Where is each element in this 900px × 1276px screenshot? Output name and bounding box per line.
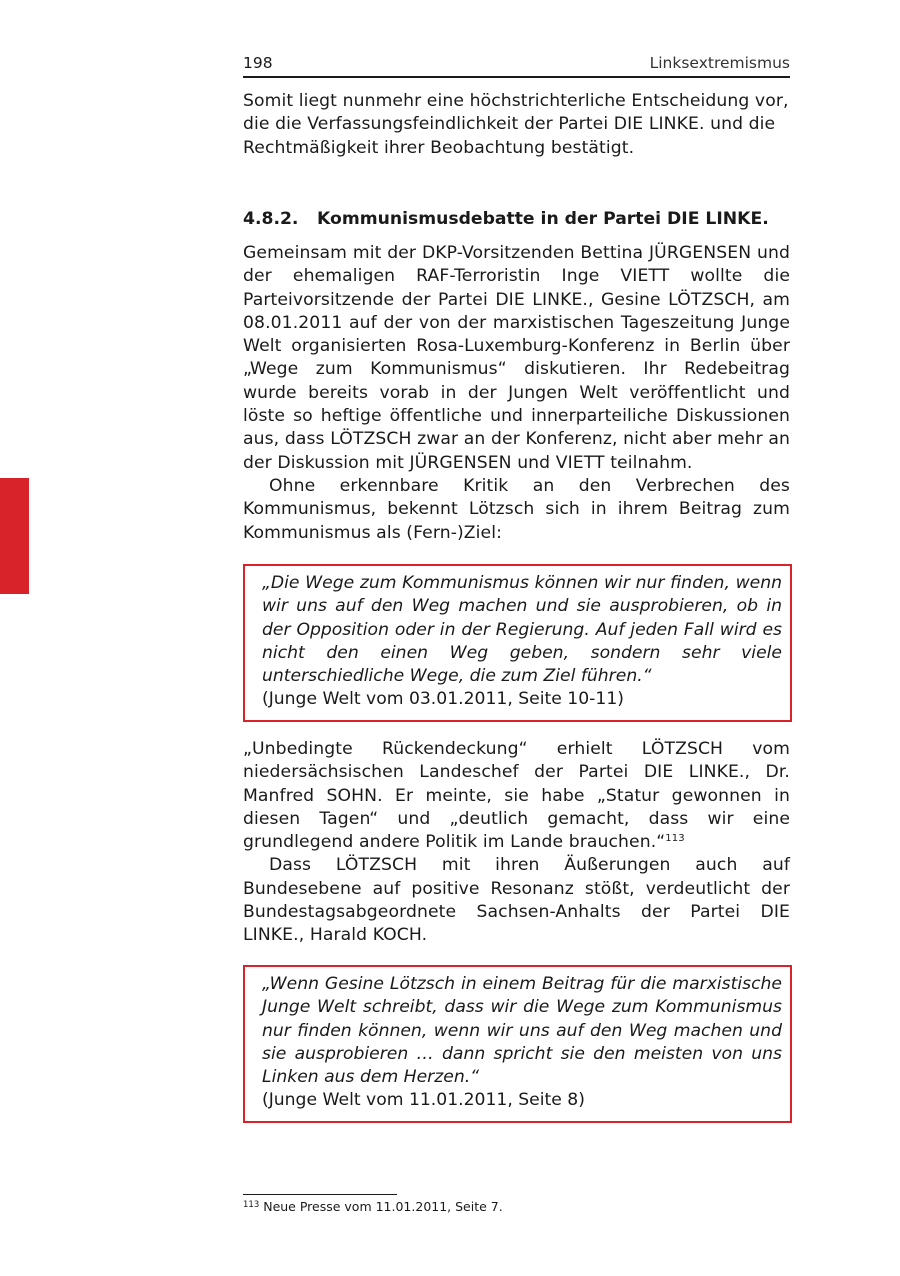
text-block-one — [243, 242, 790, 545]
paragraph-three-text: „Unbedingte Rückendeckung“ erhielt LÖTZSCH vom niedersächsischen Landeschef der Partei DIE LINKE., Dr. Manfred SOHN. Er meinte, sie habe „Statur gewonnen in diesen Tagen“ und „deutlich gemacht, dass wir eine grundlegend andere Politik im Lande brauchen.“ — [243, 739, 790, 853]
chapter-marker-tab — [0, 478, 29, 594]
running-title: Linksextremismus — [649, 54, 790, 72]
intro-paragraph — [243, 90, 790, 160]
paragraph-two: Ohne erkennbare Kritik an den Verbrechen des Kommunismus, bekennt Lötzsch sich in ihrem Beitrag zum Kommunismus als (Fern-)Ziel: — [243, 475, 790, 543]
page-number: 198 — [243, 54, 273, 72]
footnote — [243, 1199, 503, 1215]
paragraph-four: Dass LÖTZSCH mit ihren Äußerungen auch auf Bundesebene auf positive Resonanz stößt, verdeutlicht der Bundestagsabgeordnete Sachsen-Anhalts der Partei DIE LINKE., Harald KOCH. — [243, 855, 790, 946]
quote-text-two: „Wenn Gesine Lötzsch in einem Beitrag für die marxistische Junge Welt schreibt, dass wir die Wege zum Kommunismus nur finden können, wenn wir uns auf den Weg machen und sie ausprobieren … dann spricht sie den meisten von uns Linken aus dem Herzen.“ — [262, 974, 782, 1088]
section-title: Kommunismusdebatte in der Partei DIE LINKE. — [317, 209, 769, 229]
text-block-two — [243, 738, 790, 948]
quote-text-one: „Die Wege zum Kommunismus können wir nur finden, wenn wir uns auf den Weg machen und sie ausprobieren, ob in der Opposition oder in der Regierung. Auf jeden Fall wird es nicht den einen Weg geben, sondern sehr viele unterschiedliche Wege, die zum Ziel führen.“ — [262, 573, 782, 687]
quote-box-one — [243, 564, 792, 722]
quote-source-one: (Junge Welt vom 03.01.2011, Seite 10-11) — [262, 689, 624, 710]
paragraph-three — [243, 738, 790, 854]
page-header — [243, 52, 790, 78]
footnote-number: 113 — [243, 1200, 260, 1210]
footnote-divider — [243, 1194, 397, 1195]
footnote-reference: 113 — [665, 833, 685, 845]
section-number: 4.8.2. — [243, 209, 299, 229]
footnote-text: Neue Presse vom 11.01.2011, Seite 7. — [263, 1199, 503, 1214]
quote-source-two: (Junge Welt vom 11.01.2011, Seite 8) — [262, 1090, 585, 1111]
paragraph-one: Gemeinsam mit der DKP-Vorsitzenden Bettina JÜRGENSEN und der ehemaligen RAF-Terroristin Inge VIETT wollte die Parteivorsitzende der Partei DIE LINKE., Gesine LÖTZSCH, am 08.01.2011 auf der von der marxistischen Tageszeitung Junge Welt organisierten Rosa-Luxemburg-Konferenz in Berlin über „Wege zum Kommunismus“ diskutieren. Ihr Redebeitrag wurde bereits vorab in der Jungen Welt veröffentlicht und löste so heftige öffentliche und innerparteiliche Diskussionen aus, dass LÖTZSCH zwar an der Konferenz, nicht aber mehr an der Diskussion mit JÜRGENSEN und VIETT teilnahm. — [243, 243, 790, 473]
section-heading — [243, 208, 790, 231]
quote-box-two — [243, 965, 792, 1123]
intro-text: Somit liegt nunmehr eine höchstrichterliche Entscheidung vor, die die Verfassungsfeindlichkeit der Partei DIE LINKE. und die Rechtmäßigkeit ihrer Beobachtung bestätigt. — [243, 91, 789, 158]
